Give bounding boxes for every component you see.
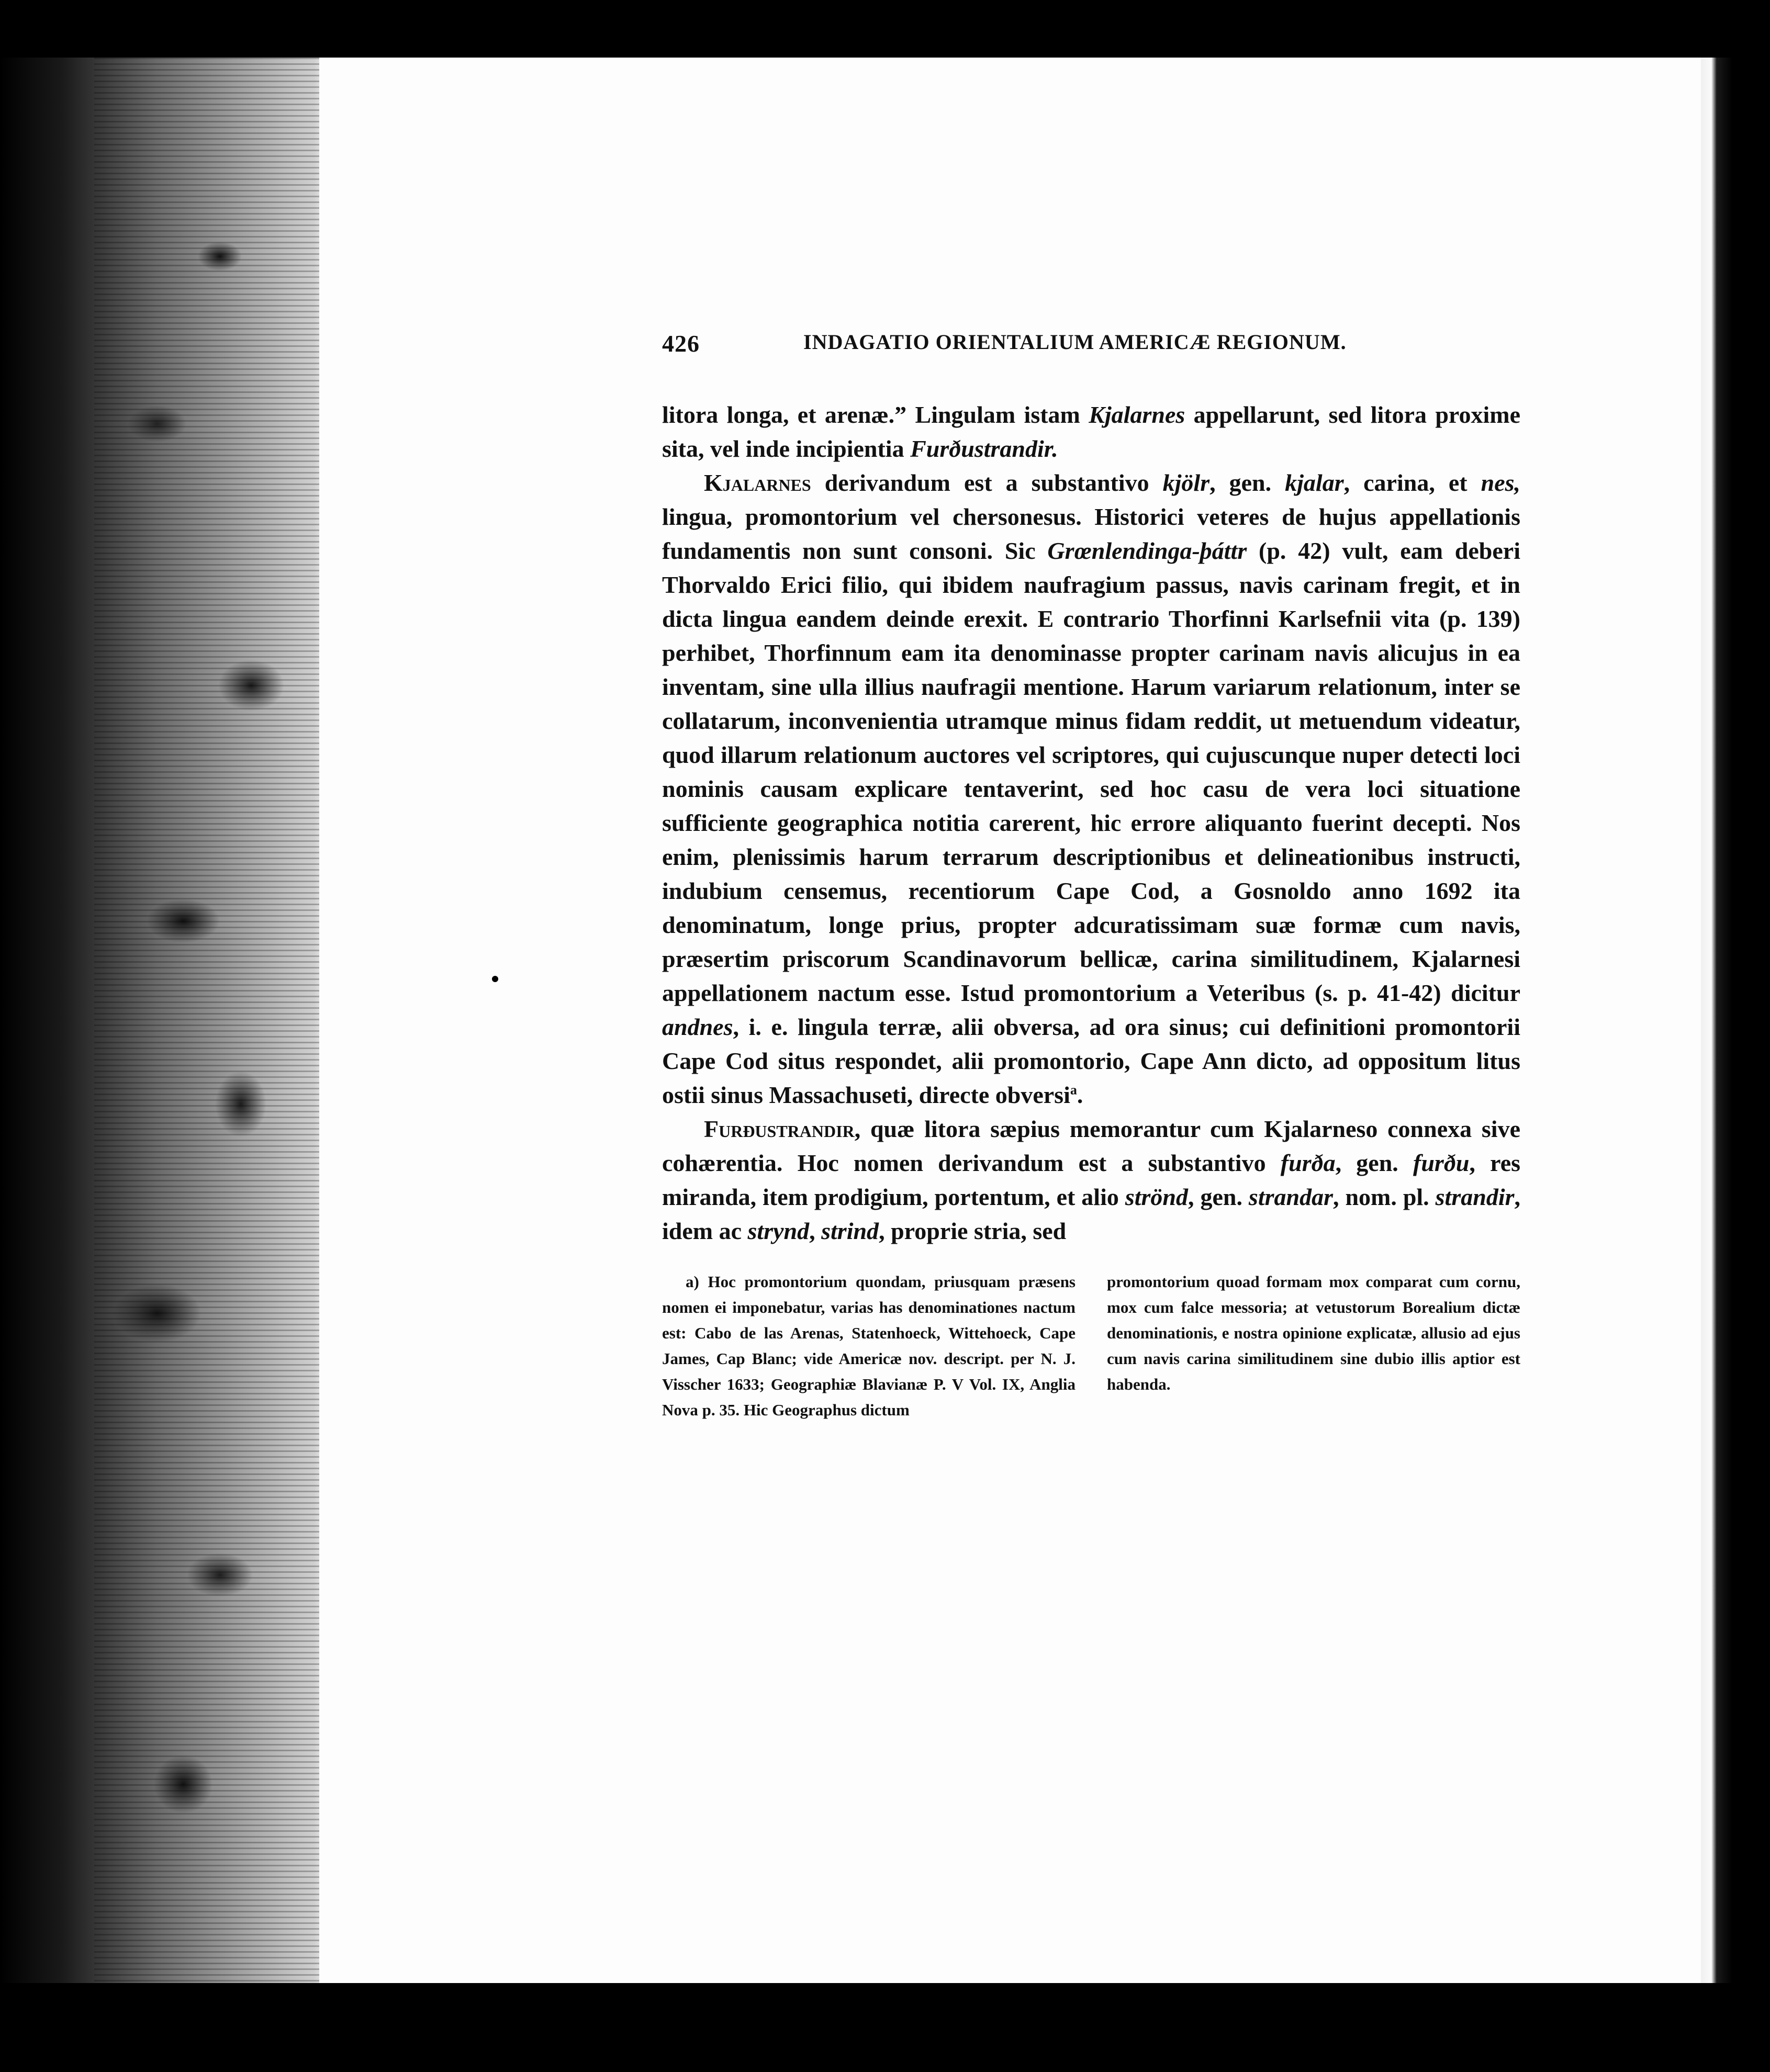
page-number: 426 bbox=[662, 330, 700, 357]
text-run: , gen. bbox=[1335, 1150, 1414, 1176]
italic-term: kjalar bbox=[1285, 469, 1344, 496]
text-run: , nom. pl. bbox=[1333, 1184, 1436, 1210]
italic-term: Kjalarnes bbox=[1089, 401, 1185, 428]
italic-term: andnes bbox=[662, 1014, 733, 1040]
text-run: , i. e. lingula terræ, alii obversa, ad ora sinus; cui definitioni promontorii Cape Cod situs respondet, alii promontorio, Cape Ann dicto, ad oppositum litus ostii sinus Massachuseti, directe obversi bbox=[662, 1014, 1520, 1108]
paragraph-1 bbox=[662, 398, 1520, 466]
paragraph-3 bbox=[662, 1112, 1520, 1248]
footnote-column-left bbox=[662, 1269, 1076, 1423]
text-run: derivandum est a substantivo bbox=[811, 469, 1163, 496]
page-content bbox=[662, 330, 1520, 1423]
footnotes bbox=[662, 1269, 1520, 1423]
text-run: , gen. bbox=[1209, 469, 1285, 496]
italic-term: Grœnlendinga-þáttr bbox=[1047, 537, 1247, 564]
italic-term: strandir bbox=[1435, 1184, 1515, 1210]
body-text bbox=[662, 398, 1520, 1248]
italic-term: strandar bbox=[1248, 1184, 1333, 1210]
text-run: , carina, et bbox=[1343, 469, 1481, 496]
text-run: appellarunt, sed litora proxime sita, vel inde incipientia bbox=[662, 401, 1520, 462]
footnote-a: a) Hoc promontorium quondam, priusquam præsens nomen ei imponebatur, varias has denominationes nactum est: Cabo de las Arenas, Statenhoeck, Wittehoeck, Cape James, Cap Blanc; vide Americæ nov. descript. per N. J. Visscher 1633; Geographiæ Blavianæ P. V Vol. IX, Anglia Nova p. 35. Hic Geographus dictum bbox=[662, 1273, 1076, 1419]
page-edge bbox=[1701, 58, 1732, 1983]
footnote-a-continued: promontorium quoad formam mox comparat cum cornu, mox cum falce messoria; at vetustorum Borealium dictæ denominationis, e nostra opinione explicatæ, allusio ad ejus cum navis carina similitudinem sine dubio illis aptior est habenda. bbox=[1107, 1273, 1520, 1393]
text-run: . bbox=[1077, 1082, 1083, 1108]
footnote-marker: a bbox=[1070, 1082, 1077, 1098]
italic-term: strind bbox=[821, 1218, 879, 1244]
italic-term: strynd bbox=[747, 1218, 810, 1244]
italic-term: nes, bbox=[1481, 469, 1521, 496]
running-head bbox=[662, 330, 1520, 361]
text-run: , gen. bbox=[1188, 1184, 1249, 1210]
italic-term: kjölr bbox=[1162, 469, 1210, 496]
italic-term: strönd bbox=[1125, 1184, 1188, 1210]
scan-speck bbox=[492, 976, 498, 982]
italic-term: furða bbox=[1280, 1150, 1336, 1176]
text-run: lingua, promontorium vel chersonesus. Historici veteres de hujus appellationis fundamentis non sunt consoni. Sic bbox=[662, 503, 1520, 564]
text-run: (p. 42) vult, eam deberi Thorvaldo Erici filio, qui ibidem naufragium passus, navis carinam fregit, et in dicta lingua eandem deinde erexit. E contrario Thorfinni Karlsefnii vita (p. 139) perhibet, Thorfinnum eam ita denominasse propter carinam navis alicujus in ea inventam, sine ulla illius naufragii mentione. Harum variarum relationum, inter se collatarum, inconvenientia utramque minus fidam reddit, ut metuendum videatur, quod illarum relationum auctores vel scriptores, qui cujuscunque nuper detecti loci nominis causam explicare tentaverint, sed hoc casu de vera loci situatione sufficiente geographica notitia carerent, hic errore aliquanto fuerint decepti. Nos enim, plenissimis harum terrarum descriptionibus et delineationibus instructi, indubium censemus, recentiorum Cape Cod, a Gosnoldo anno 1692 ita denominatum, longe prius, propter adcuratissimam suæ formæ cum navis, præsertim priscorum Scandinavorum bellicæ, carina similitudinem, Kjalarnesi appellationem nactum esse. Istud promontorium a Veteribus (s. p. 41-42) dicitur bbox=[662, 537, 1520, 1006]
text-run: , quæ litora sæpius memorantur cum Kjalarneso connexa sive cohærentia. Hoc nomen derivandum est a substantivo bbox=[662, 1116, 1520, 1176]
section-term: Furðustrandir bbox=[704, 1116, 855, 1142]
footnote-column-right bbox=[1107, 1269, 1520, 1423]
italic-term: furðu bbox=[1413, 1150, 1470, 1176]
text-run: , proprie stria, sed bbox=[879, 1218, 1067, 1244]
paragraph-2 bbox=[662, 466, 1520, 1112]
text-run: , bbox=[809, 1218, 822, 1244]
running-title: INDAGATIO ORIENTALIUM AMERICÆ REGIONUM. bbox=[803, 330, 1347, 354]
section-term: Kjalarnes bbox=[704, 469, 811, 496]
gutter-texture bbox=[94, 58, 324, 1983]
text-run: , res miranda, item prodigium, portentum, et alio bbox=[662, 1150, 1521, 1210]
text-run: , idem ac bbox=[662, 1184, 1521, 1244]
text-run: litora longa, et arenæ.” Lingulam istam bbox=[662, 401, 1089, 428]
italic-term: Furðustrandir. bbox=[910, 435, 1058, 462]
